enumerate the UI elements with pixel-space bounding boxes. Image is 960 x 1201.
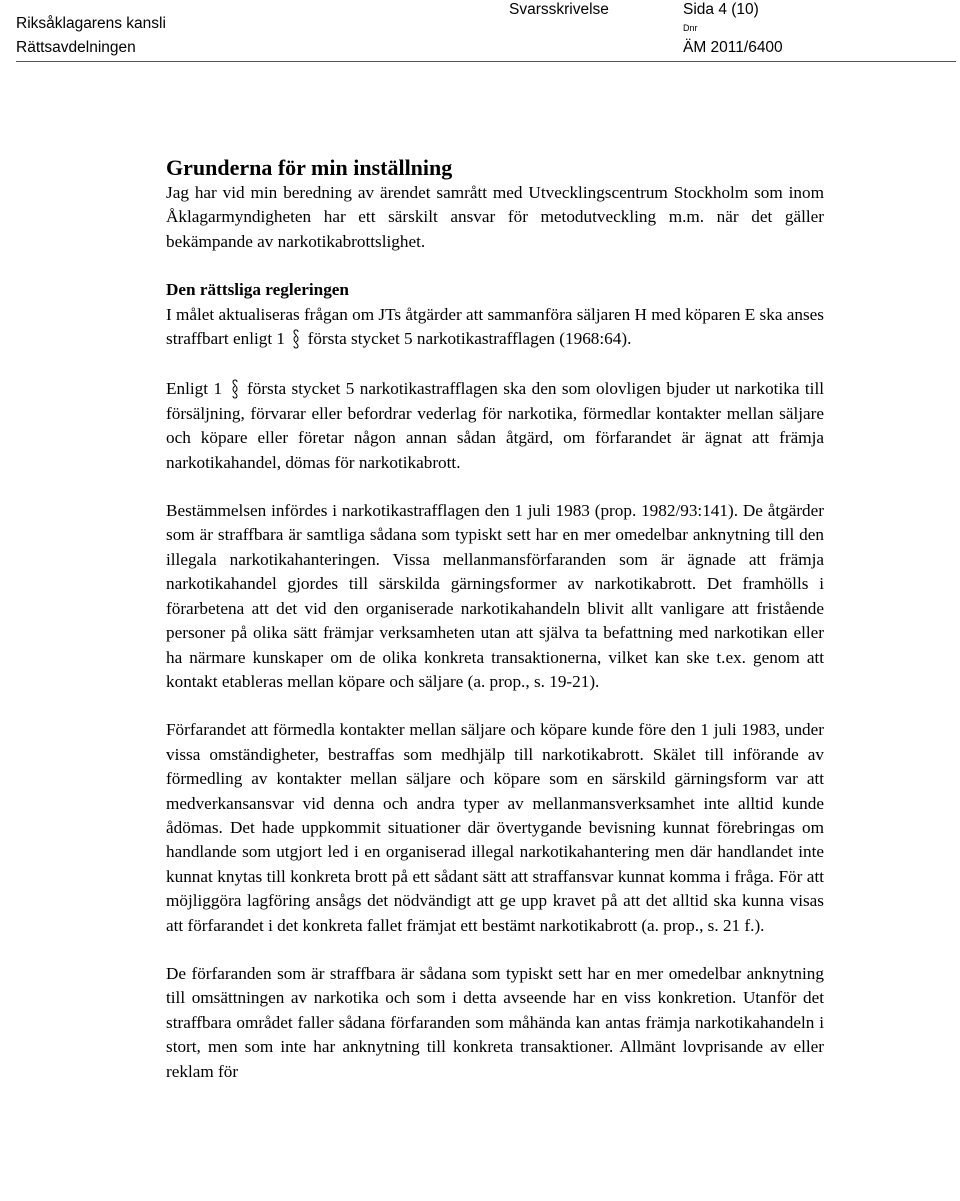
paragraph-background: Förfarandet att förmedla kontakter mellan säljare och köpare kunde före den 1 juli 1983, under vissa omständigheter, bestraffas som medhjälp till narkotikabrott. Skälet till införande av förmedling av kontakter mellan säljare och köpare som en särskild gärningsform var att medverkansansvar vid denna och andra typer av mellanmansverksamhet inte alltid kunde ådömas. Det hade uppkommit situationer där övertygande bevisning kunnat förebringas om handlande som utgjort led i en organiserad illegal narkotikahantering men där handlandet inte kunnat knytas till konkreta brott på ett sådant sätt att straffansvar kunnat komma i fråga. För att möjliggöra lagföring ansågs det nödvändigt att ge upp kravet på att det alltid ska kunna visas att förfarandet i det konkreta fallet främjat ett bestämt narkotikabrott (a. prop., s. 21 f.).	[166, 720, 824, 935]
paragraph-legal-question	[166, 303, 824, 352]
header-divider	[16, 61, 956, 62]
section-sign-icon	[228, 377, 242, 401]
paragraph-scope: De förfaranden som är straffbara är sådana som typiskt sett har en mer omedelbar anknytning till omsättningen av narkotika och som i detta avseende har en viss konkretion. Utanför det straffbara området faller sådana förfaranden som måhända kan antas främja narkotikahandeln i stort, men som inte har anknytning till konkreta transaktioner. Allmänt lovprisande av eller reklam för	[166, 963, 824, 1081]
document-type: Svarsskrivelse	[509, 1, 609, 18]
organization-name: Riksåklagarens kansli	[16, 15, 166, 32]
subsection-heading: Den rättsliga regleringen	[166, 280, 349, 300]
document-body	[166, 155, 824, 1084]
paragraph-intro: Jag har vid min beredning av ärendet samrått med Utvecklingscentrum Stockholm som inom Åklagarmyndigheten har ett särskilt ansvar för metodutveckling m.m. när det gäller bekämpande av narkotikabrottslighet.	[166, 183, 824, 251]
paragraph-text: I målet aktualiseras frågan om JTs åtgärder att sammanföra säljaren H med köparen E ska anses straffbart enligt 1	[166, 304, 824, 349]
department-name: Rättsavdelningen	[16, 39, 136, 56]
paragraph-text: Enligt 1	[166, 379, 223, 399]
page-number: Sida 4 (10)	[683, 1, 759, 18]
paragraph-law-text	[166, 377, 824, 475]
paragraph-text: första stycket 5 narkotikastrafflagen (1968:64).	[307, 329, 632, 349]
section-sign-icon	[289, 327, 303, 351]
paragraph-text: första stycket 5 narkotikastrafflagen ska den som olovligen bjuder ut narkotika till försäljning, förvarar eller befordrar vederlag för narkotika, förmedlar kontakter mellan säljare och köpare eller företar någon annan sådan åtgärd, om förfarandet är ägnat att främja narkotikahandel, dömas för narkotikabrott.	[166, 379, 825, 472]
paragraph-history: Bestämmelsen infördes i narkotikastrafflagen den 1 juli 1983 (prop. 1982/93:141). De åtgärder som är straffbara är samtliga sådana som typiskt sett har en mer omedelbar anknytning till den illegala narkotikahanteringen. Vissa mellanmansförfaranden som är ägnade att främja narkotikahandel gjordes till särskilda gärningsformer av narkotikabrott. Det framhölls i förarbetena att det vid den organiserade narkotikahandeln blivit allt vanligare att fristående personer på olika sätt främjar verksamheten utan att själva ta befattning med narkotikan eller ha närmare kunskaper om de olika konkreta transaktionerna, vilket kan ske t.ex. genom att kontakt etableras mellan köpare och säljare (a. prop., s. 19-21).	[166, 501, 824, 691]
dnr-number: ÄM 2011/6400	[683, 39, 783, 56]
section-heading: Grunderna för min inställning	[166, 155, 453, 180]
dnr-label: Dnr	[683, 23, 698, 33]
